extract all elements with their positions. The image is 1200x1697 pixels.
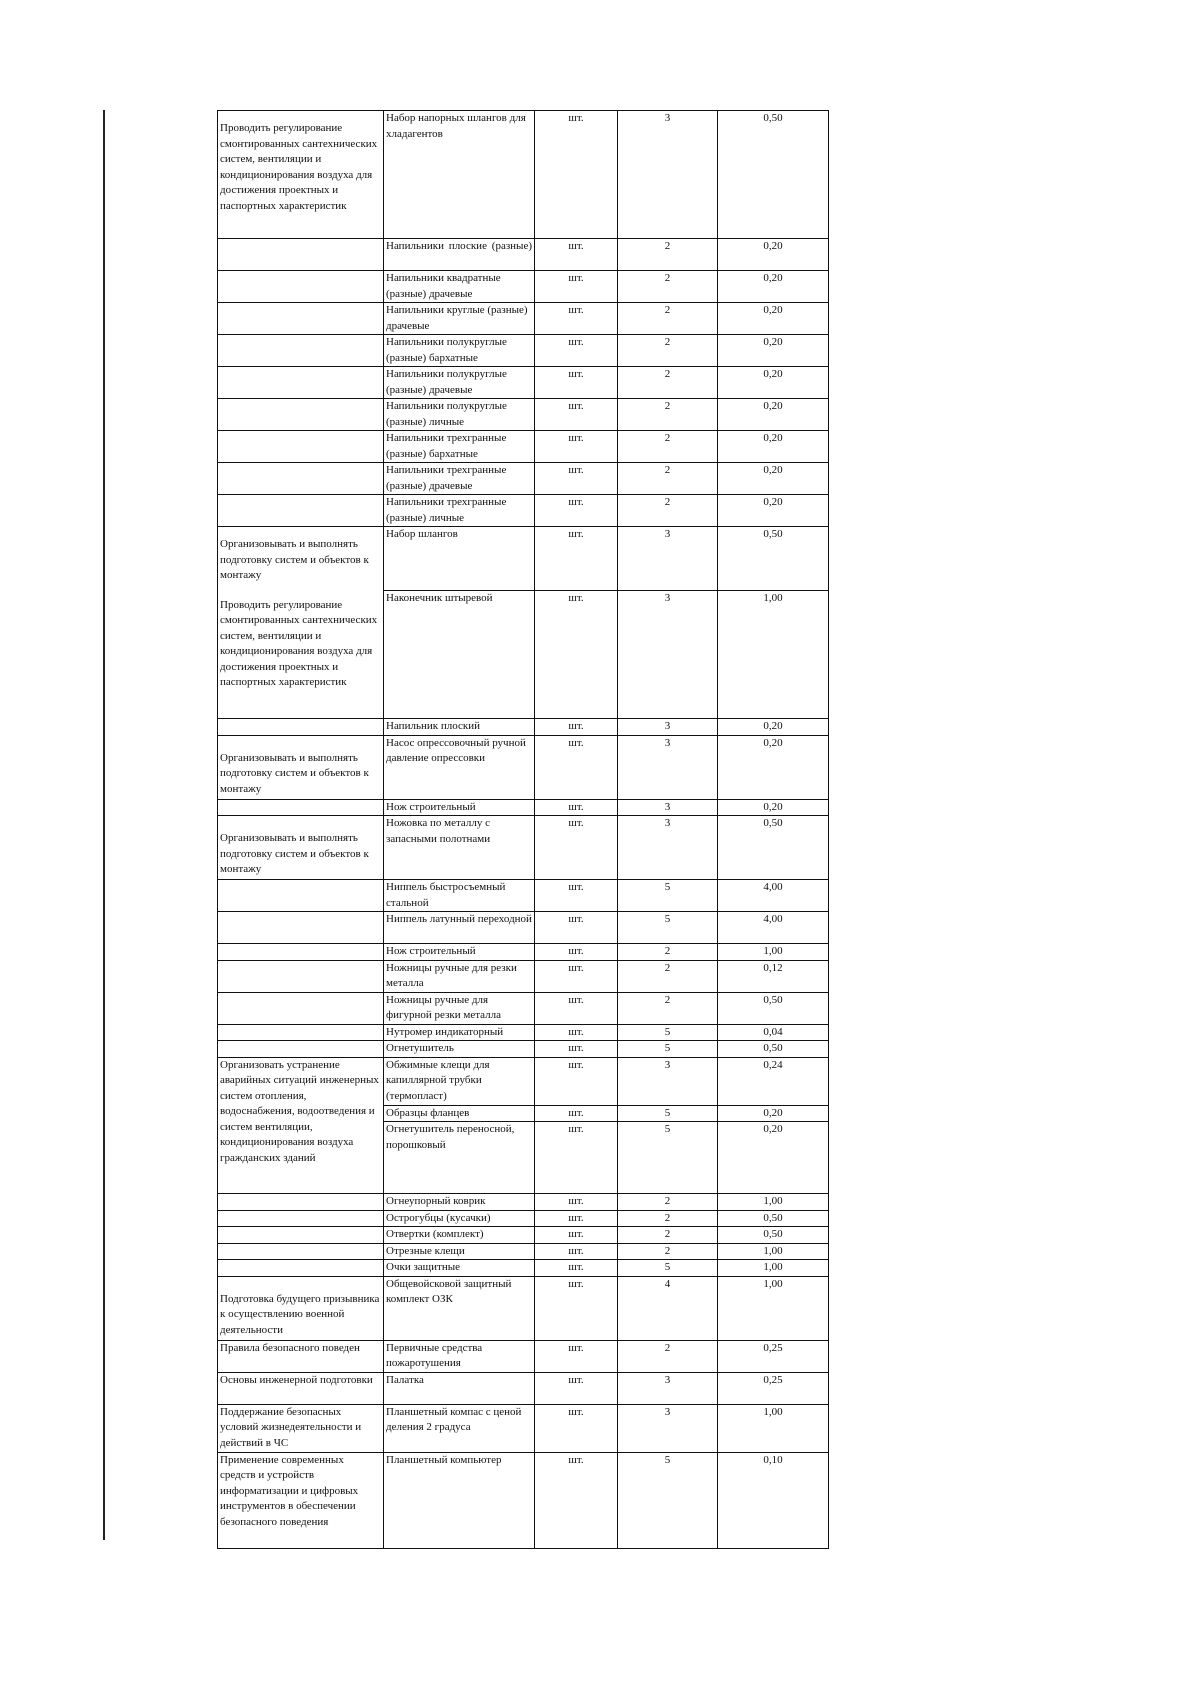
item-name-cell: Напильники квадратные (разные) драчевые (384, 271, 535, 303)
competency-text: Проводить регулирование смонтированных сантехнических систем, вентиляции и кондиционирования воздуха для достижения проектных и паспортных характеристик (220, 122, 378, 212)
norm-cell: 4,00 (718, 880, 829, 912)
unit-cell: шт. (535, 1041, 618, 1058)
unit-cell: шт. (535, 944, 618, 961)
competency-cell (218, 367, 384, 399)
competency-text: Организовывать и выполнять подготовку систем и объектов к монтажу (220, 751, 369, 795)
unit-cell: шт. (535, 992, 618, 1024)
table-row (218, 1243, 829, 1260)
table-row (218, 303, 829, 335)
item-name-cell: Общевойсковой защитный комплект ОЗК (384, 1276, 535, 1340)
competency-text: Организовывать и выполнять подготовку систем и объектов к монтажу (220, 538, 369, 581)
competency-cell (218, 335, 384, 367)
unit-cell: шт. (535, 1227, 618, 1244)
competency-cell (218, 960, 384, 992)
table-row (218, 367, 829, 399)
table-row (218, 719, 829, 736)
item-name-cell: Напильники полукруглые (разные) бархатные (384, 335, 535, 367)
quantity-cell: 2 (618, 367, 718, 399)
item-name-cell: Напильник плоский (384, 719, 535, 736)
competency-cell (218, 1243, 384, 1260)
item-name-cell: Напильники полукруглые (разные) личные (384, 399, 535, 431)
table-row (218, 1227, 829, 1244)
unit-cell: шт. (535, 527, 618, 591)
item-name-cell: Напильники трехгранные (разные) личные (384, 495, 535, 527)
norm-cell: 0,25 (718, 1372, 829, 1404)
item-name-cell: Ножницы ручные для фигурной резки металла (384, 992, 535, 1024)
unit-cell: шт. (535, 463, 618, 495)
table-row (218, 1340, 829, 1372)
quantity-cell: 2 (618, 992, 718, 1024)
item-name-cell: Нож строительный (384, 799, 535, 816)
competency-cell (218, 495, 384, 527)
unit-cell: шт. (535, 111, 618, 239)
competency-cell (218, 431, 384, 463)
item-name-cell: Палатка (384, 1372, 535, 1404)
norm-cell: 1,00 (718, 1260, 829, 1277)
competency-cell (218, 1372, 384, 1404)
quantity-cell: 2 (618, 495, 718, 527)
item-name-cell: Ножницы ручные для резки металла (384, 960, 535, 992)
norm-cell: 0,20 (718, 335, 829, 367)
norm-cell: 0,20 (718, 463, 829, 495)
unit-cell: шт. (535, 1372, 618, 1404)
unit-cell: шт. (535, 1260, 618, 1277)
unit-cell: шт. (535, 1243, 618, 1260)
table-row (218, 1024, 829, 1041)
unit-cell: шт. (535, 1057, 618, 1105)
unit-cell: шт. (535, 367, 618, 399)
competency-cell (218, 271, 384, 303)
unit-cell: шт. (535, 399, 618, 431)
competency-cell (218, 735, 384, 799)
competency-text: Подготовка будущего призывника к осуществлению военной деятельности (220, 1292, 380, 1336)
item-name-cell: Образцы фланцев (384, 1105, 535, 1122)
competency-cell (218, 527, 384, 719)
quantity-cell: 5 (618, 1105, 718, 1122)
norm-cell: 0,04 (718, 1024, 829, 1041)
quantity-cell: 3 (618, 735, 718, 799)
table-row (218, 239, 829, 271)
quantity-cell: 2 (618, 1243, 718, 1260)
norm-cell: 0,10 (718, 1452, 829, 1548)
competency-text: Проводить регулирование смонтированных сантехнических систем, вентиляции и кондиционирования воздуха для достижения проектных и паспортных характеристик (220, 598, 378, 688)
norm-cell: 0,50 (718, 1210, 829, 1227)
competency-text: Применение современных средств и устройств информатизации и цифровых инструментов в обеспечении безопасного поведения (220, 1453, 359, 1528)
norm-cell: 0,20 (718, 431, 829, 463)
competency-cell (218, 1452, 384, 1548)
table-row (218, 912, 829, 944)
quantity-cell: 2 (618, 960, 718, 992)
competency-cell (218, 1404, 384, 1452)
competency-text: Правила безопасного поведен (220, 1341, 360, 1354)
norm-cell: 1,00 (718, 1404, 829, 1452)
norm-cell: 0,20 (718, 239, 829, 271)
item-name-cell: Огнеупорный коврик (384, 1194, 535, 1211)
competency-text: Организовать устранение аварийных ситуаций инженерных систем отопления, водоснабжения, водоотведения и систем вентиляции, кондиционирования воздуха гражданских зданий (220, 1058, 379, 1164)
unit-cell: шт. (535, 719, 618, 736)
table-row (218, 992, 829, 1024)
competency-cell (218, 1227, 384, 1244)
table-row (218, 463, 829, 495)
table-row (218, 527, 829, 591)
norm-cell: 0,24 (718, 1057, 829, 1105)
norm-cell: 1,00 (718, 1276, 829, 1340)
table-row (218, 431, 829, 463)
table-row (218, 271, 829, 303)
norm-cell: 0,25 (718, 1340, 829, 1372)
unit-cell: шт. (535, 1122, 618, 1194)
item-name-cell: Напильники плоские (разные) (384, 239, 535, 271)
unit-cell: шт. (535, 591, 618, 719)
table-row (218, 1210, 829, 1227)
norm-cell: 4,00 (718, 912, 829, 944)
table-row (218, 1372, 829, 1404)
item-name-cell: Ниппель латунный переходной (384, 912, 535, 944)
quantity-cell: 3 (618, 1057, 718, 1105)
quantity-cell: 5 (618, 880, 718, 912)
competency-cell (218, 399, 384, 431)
item-name-cell: Отвертки (комплект) (384, 1227, 535, 1244)
competency-cell (218, 992, 384, 1024)
item-name-cell: Острогубцы (кусачки) (384, 1210, 535, 1227)
quantity-cell: 3 (618, 111, 718, 239)
unit-cell: шт. (535, 735, 618, 799)
item-name-cell: Набор шлангов (384, 527, 535, 591)
table-row (218, 944, 829, 961)
norm-cell: 0,50 (718, 527, 829, 591)
item-name-cell: Нутромер индикаторный (384, 1024, 535, 1041)
competency-cell (218, 303, 384, 335)
norm-cell: 0,20 (718, 495, 829, 527)
quantity-cell: 2 (618, 1194, 718, 1211)
unit-cell: шт. (535, 1210, 618, 1227)
quantity-cell: 2 (618, 1210, 718, 1227)
competency-cell (218, 1340, 384, 1372)
item-name-cell: Ножовка по металлу с запасными полотнами (384, 816, 535, 880)
item-name-cell: Набор напорных шлангов для хладагентов (384, 111, 535, 239)
quantity-cell: 2 (618, 303, 718, 335)
item-name-cell: Напильники круглые (разные) драчевые (384, 303, 535, 335)
item-name-cell: Огнетушитель переносной, порошковый (384, 1122, 535, 1194)
quantity-cell: 2 (618, 431, 718, 463)
table-row (218, 1276, 829, 1340)
competency-cell (218, 1024, 384, 1041)
competency-cell (218, 1041, 384, 1058)
quantity-cell: 2 (618, 1340, 718, 1372)
quantity-cell: 5 (618, 912, 718, 944)
table-row (218, 1057, 829, 1105)
competency-cell (218, 1210, 384, 1227)
unit-cell: шт. (535, 1105, 618, 1122)
unit-cell: шт. (535, 1452, 618, 1548)
competency-cell (218, 1260, 384, 1277)
competency-cell (218, 816, 384, 880)
unit-cell: шт. (535, 1194, 618, 1211)
norm-cell: 1,00 (718, 591, 829, 719)
competency-text: Организовывать и выполнять подготовку систем и объектов к монтажу (220, 832, 369, 875)
unit-cell: шт. (535, 912, 618, 944)
unit-cell: шт. (535, 960, 618, 992)
item-name-cell: Огнетушитель (384, 1041, 535, 1058)
equipment-table-body (218, 111, 829, 1549)
competency-cell (218, 111, 384, 239)
competency-text: Основы инженерной подготовки (220, 1373, 373, 1386)
unit-cell: шт. (535, 1024, 618, 1041)
competency-cell (218, 1276, 384, 1340)
item-name-cell: Планшетный компьютер (384, 1452, 535, 1548)
norm-cell: 0,20 (718, 799, 829, 816)
table-row (218, 1260, 829, 1277)
quantity-cell: 3 (618, 1404, 718, 1452)
table-row (218, 1452, 829, 1548)
quantity-cell: 5 (618, 1041, 718, 1058)
unit-cell: шт. (535, 1404, 618, 1452)
competency-cell (218, 912, 384, 944)
item-name-cell: Первичные средства пожаротушения (384, 1340, 535, 1372)
norm-cell: 1,00 (718, 1243, 829, 1260)
item-name-cell: Нож строительный (384, 944, 535, 961)
item-name-cell: Насос опрессовочный ручной давление опрессовки (384, 735, 535, 799)
norm-cell: 0,20 (718, 1105, 829, 1122)
table-row (218, 1041, 829, 1058)
item-name-cell: Отрезные клещи (384, 1243, 535, 1260)
unit-cell: шт. (535, 799, 618, 816)
unit-cell: шт. (535, 239, 618, 271)
norm-cell: 0,20 (718, 1122, 829, 1194)
quantity-cell: 2 (618, 1227, 718, 1244)
table-row (218, 880, 829, 912)
quantity-cell: 2 (618, 399, 718, 431)
table-row (218, 799, 829, 816)
table-row (218, 960, 829, 992)
table-row (218, 495, 829, 527)
competency-cell (218, 239, 384, 271)
quantity-cell: 3 (618, 719, 718, 736)
equipment-table (217, 110, 829, 1549)
item-name-cell: Обжимные клещи для капиллярной трубки (термопласт) (384, 1057, 535, 1105)
quantity-cell: 5 (618, 1452, 718, 1548)
quantity-cell: 2 (618, 944, 718, 961)
quantity-cell: 3 (618, 591, 718, 719)
unit-cell: шт. (535, 431, 618, 463)
norm-cell: 0,12 (718, 960, 829, 992)
unit-cell: шт. (535, 271, 618, 303)
norm-cell: 0,20 (718, 303, 829, 335)
norm-cell: 1,00 (718, 1194, 829, 1211)
quantity-cell: 3 (618, 1372, 718, 1404)
left-margin-rule (103, 110, 105, 1540)
quantity-cell: 3 (618, 816, 718, 880)
table-row (218, 1194, 829, 1211)
item-name-cell: Напильники трехгранные (разные) драчевые (384, 463, 535, 495)
item-name-cell: Напильники полукруглые (разные) драчевые (384, 367, 535, 399)
quantity-cell: 5 (618, 1260, 718, 1277)
competency-cell (218, 1194, 384, 1211)
competency-cell (218, 719, 384, 736)
item-name-cell: Очки защитные (384, 1260, 535, 1277)
quantity-cell: 2 (618, 463, 718, 495)
norm-cell: 0,50 (718, 816, 829, 880)
quantity-cell: 4 (618, 1276, 718, 1340)
unit-cell: шт. (535, 1276, 618, 1340)
norm-cell: 0,50 (718, 1041, 829, 1058)
quantity-cell: 3 (618, 799, 718, 816)
competency-text: Поддержание безопасных условий жизнедеятельности и действий в ЧС (220, 1405, 362, 1449)
norm-cell: 0,50 (718, 111, 829, 239)
unit-cell: шт. (535, 303, 618, 335)
unit-cell: шт. (535, 880, 618, 912)
norm-cell: 0,20 (718, 719, 829, 736)
quantity-cell: 5 (618, 1024, 718, 1041)
table-row (218, 1404, 829, 1452)
unit-cell: шт. (535, 495, 618, 527)
quantity-cell: 2 (618, 335, 718, 367)
norm-cell: 1,00 (718, 944, 829, 961)
norm-cell: 0,50 (718, 992, 829, 1024)
item-name-cell: Наконечник штыревой (384, 591, 535, 719)
quantity-cell: 2 (618, 271, 718, 303)
competency-cell (218, 463, 384, 495)
quantity-cell: 5 (618, 1122, 718, 1194)
item-name-cell: Напильники трехгранные (разные) бархатные (384, 431, 535, 463)
unit-cell: шт. (535, 1340, 618, 1372)
norm-cell: 0,20 (718, 399, 829, 431)
quantity-cell: 3 (618, 527, 718, 591)
table-row (218, 399, 829, 431)
table-row (218, 816, 829, 880)
norm-cell: 0,20 (718, 367, 829, 399)
competency-cell (218, 944, 384, 961)
competency-cell (218, 1057, 384, 1194)
quantity-cell: 2 (618, 239, 718, 271)
table-row (218, 335, 829, 367)
unit-cell: шт. (535, 816, 618, 880)
unit-cell: шт. (535, 335, 618, 367)
competency-cell (218, 799, 384, 816)
item-name-cell: Планшетный компас с ценой деления 2 градуса (384, 1404, 535, 1452)
norm-cell: 0,20 (718, 735, 829, 799)
item-name-cell: Ниппель быстросъемный стальной (384, 880, 535, 912)
competency-cell (218, 880, 384, 912)
norm-cell: 0,20 (718, 271, 829, 303)
table-row (218, 735, 829, 799)
table-row (218, 111, 829, 239)
norm-cell: 0,50 (718, 1227, 829, 1244)
